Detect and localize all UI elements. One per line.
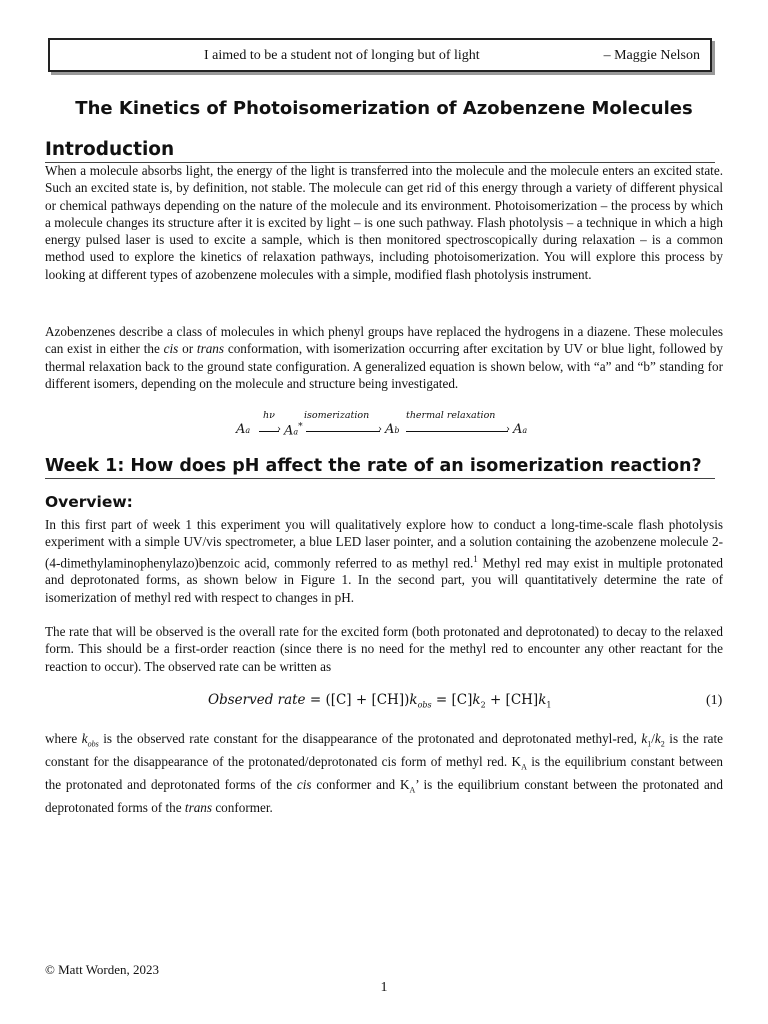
cis-term: cis <box>163 341 179 357</box>
text-run: In this first part of week 1 this experiment you will qualitatively explore how to conduct a long-time-scale flash photolysis experiment with a simple UV/vis spectrometer, a blue LED laser pointer, and a solution containing the azobenzene molecule 2-(4-dimethylaminophenylazo)benzoic acid, commonly referred to as methyl red. <box>45 517 723 570</box>
week1-heading: Week 1: How does pH affect the rate of an isomerization reaction? <box>45 455 715 479</box>
introduction-heading: Introduction <box>45 139 715 163</box>
equation-number: (1) <box>706 693 723 708</box>
text-run: Methyl red may exist in multiple protonated and deprotonated forms, as shown below in <box>45 554 723 588</box>
k1-sub: 1 <box>647 739 652 749</box>
text-run: conformation, with isomerization occurring after excitation by UV or blue light, followed by thermal relaxation back to the ground state configuration. A generalized equation is shown below, with “a” and “b” standing for different isomers, depending on the molecule and structure being investigated. <box>45 341 723 391</box>
cis-term: cis <box>296 776 312 792</box>
eq-sub: 1 <box>546 700 552 710</box>
label-hv: hν <box>263 410 275 421</box>
page-number: 1 <box>380 980 388 995</box>
text-run: or <box>178 341 197 357</box>
overview-heading: Overview: <box>45 493 133 511</box>
species-sub: a <box>522 426 528 435</box>
species-letter: A <box>284 423 294 439</box>
species-aa-final <box>513 422 527 437</box>
text-run: . In the second part, you will quantitatively determine the rate of isomerization of methyl red with respect to changes in pH. <box>45 572 724 605</box>
definitions-paragraph <box>45 730 723 816</box>
rate-paragraph: The rate that will be observed is the overall rate for the excited form (both protonated and deprotonated) to decay to the relaxed form. This should be a first-order reaction (since there is no need for the methyl red to encounter any other reactant for the reaction to occur). The observed rate can be written as <box>45 624 723 674</box>
eq-sub: obs <box>417 700 432 710</box>
ka-sub: A <box>409 785 416 795</box>
label-thermal-relaxation: thermal relaxation <box>406 410 496 421</box>
epigraph-box <box>48 38 712 72</box>
arrow-2-head: › <box>378 424 382 435</box>
text-run: ’ is the equilibrium constant between the protonated and deprotonated forms of the <box>45 776 723 815</box>
eq-lhs: Observed rate <box>208 692 306 708</box>
slash: / <box>651 731 655 746</box>
document-title: The Kinetics of Photoisomerization of Azobenzene Molecules <box>75 98 693 119</box>
species-aa-star <box>284 422 303 438</box>
epigraph-quote: I aimed to be a student not of longing but of light <box>204 48 480 63</box>
text-run: where <box>45 731 82 746</box>
intro-paragraph-1: When a molecule absorbs light, the energy of the light is transferred into the molecule and the molecule enters an excited state. Such an excited state is, by definition, not stable. The molecule can get rid of this energy through a variety of different physical or chemical pathways depending on the nature of the molecule and its environment. Photoisomerization – the process by which a molecule changes its structure after it is excited by light – is one such pathway. Flash photolysis – a technique in which a high energy pulsed laser is used to excite a sample, which is then monitored spectroscopically during relaxation – is a common method used to explore the kinetics of relaxation pathways, including photoisomerization. You will explore this process by looking at different types of azobenzene molecules with a simple, modified flash photolysis instrument. <box>45 163 723 282</box>
k1: k <box>641 731 648 746</box>
copyright-footer: © Matt Worden, 2023 <box>45 962 160 977</box>
arrow-1 <box>259 431 279 432</box>
text-run: is the equilibrium constant between the protonated and deprotonated forms of the <box>45 753 723 792</box>
kobs-sub: obs <box>87 739 99 749</box>
text-run: is the observed rate constant for the disappearance of the protonated and deprotonated methyl-red, <box>98 731 642 746</box>
eq-term: = [C] <box>431 692 473 708</box>
arrow-3-head: › <box>506 424 510 435</box>
species-sub: a <box>245 426 251 435</box>
species-sub: a <box>293 427 299 437</box>
trans-term: trans <box>196 341 225 357</box>
species-letter: A <box>236 422 246 437</box>
eq-sub: 2 <box>480 700 486 710</box>
epigraph-author: – Maggie Nelson <box>603 48 700 63</box>
species-letter: A <box>385 422 395 437</box>
species-aa <box>236 422 250 437</box>
label-isomerization: isomerization <box>304 410 370 421</box>
eq-k: k <box>538 692 547 708</box>
text-run: Azobenzenes describe a class of molecules in which phenyl groups have replaced the hydrogens in a diazene. These molecules can exist in either the <box>45 324 723 357</box>
k2: k <box>654 731 661 746</box>
text-run: conformer. <box>212 799 273 815</box>
species-letter: A <box>513 422 523 437</box>
figure-1-link[interactable]: Figure 1 <box>300 572 349 588</box>
eq-term: + [CH] <box>485 692 539 708</box>
eq-k: k <box>472 692 481 708</box>
species-sub: b <box>394 426 400 435</box>
arrow-3 <box>406 431 508 432</box>
trans-term: trans <box>184 799 213 815</box>
rate-equation <box>208 692 551 710</box>
overview-paragraph <box>45 516 723 606</box>
kobs: k <box>81 731 88 746</box>
k2-sub: 2 <box>660 739 665 749</box>
ka-sub: A <box>521 762 527 772</box>
eq-term: = ([C] + [CH]) <box>305 692 410 708</box>
footnote-ref: 1 <box>473 553 478 564</box>
intro-paragraph-2 <box>45 323 723 392</box>
species-sup: * <box>298 422 303 432</box>
text-run: is the rate constant for the disappearance of the protonated/deprotonated cis form of methyl red. K <box>45 731 723 769</box>
arrow-1-head: › <box>277 424 281 435</box>
arrow-2 <box>306 431 380 432</box>
text-run: conformer and K <box>311 776 410 792</box>
species-ab <box>385 422 400 437</box>
eq-k: k <box>409 692 418 708</box>
